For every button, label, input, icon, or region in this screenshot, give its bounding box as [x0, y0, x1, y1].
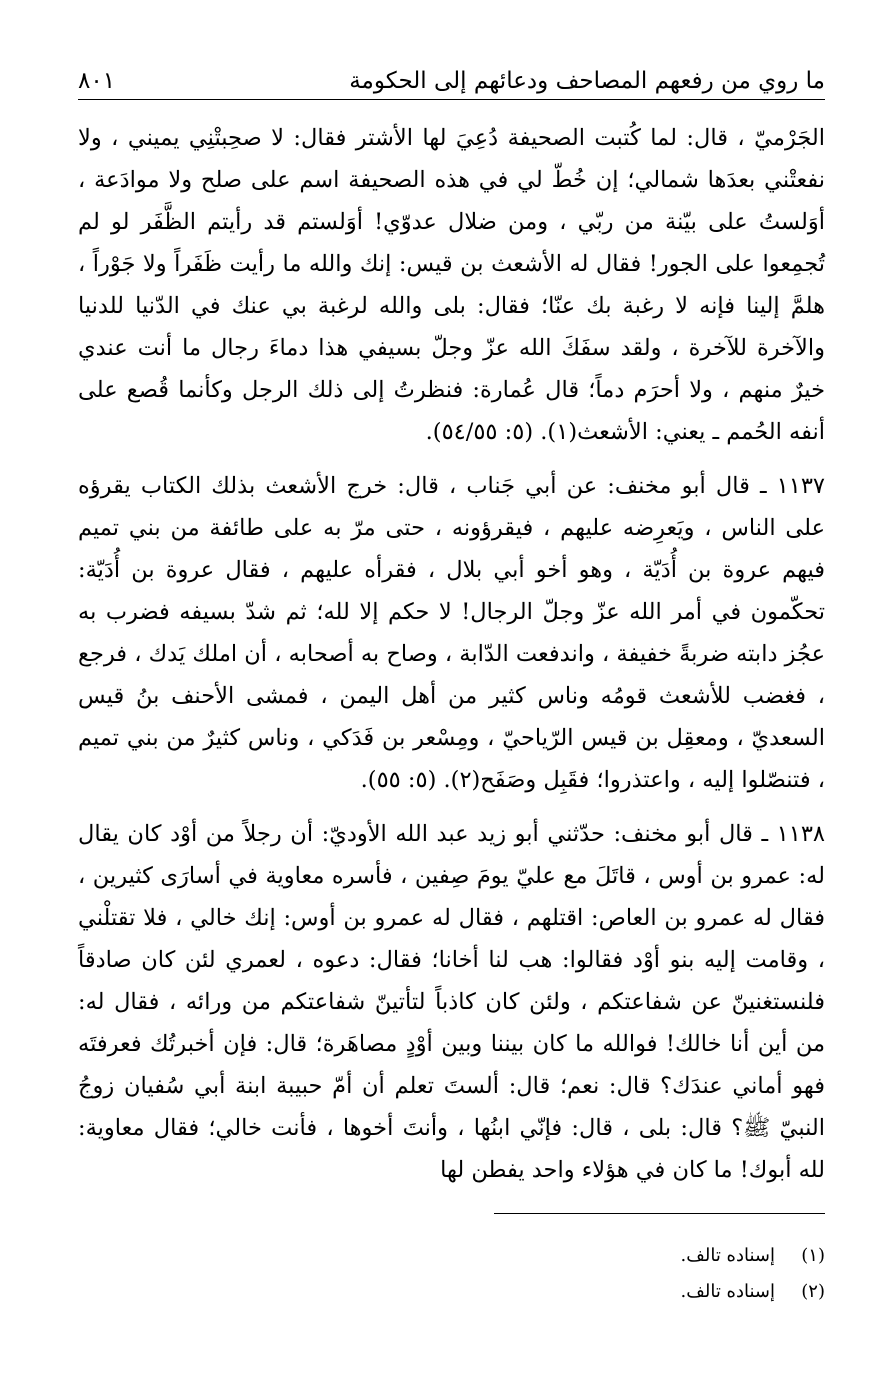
- footnote: [78, 1274, 825, 1310]
- footnote-text: إسناده تالف.: [680, 1245, 775, 1266]
- footnotes: [78, 1238, 825, 1310]
- main-text: [78, 117, 825, 1203]
- footnote: [78, 1238, 825, 1274]
- page-number: ٨٠١: [78, 68, 116, 94]
- paragraph: ١١٣٧ ـ قال أبو مخنف: عن أبي جَناب ، قال: خرج الأشعث بذلك الكتاب يقرؤه على الناس ، ويَعرِضه عليهم ، فيقرؤونه ، حتى مرّ به على طائفة من بني تميم فيهم عروة بن أُدَيّة ، وهو أخو أبي بلال ، فقرأه عليهم ، فقال عروة بن أُدَيّة: تحكّمون في أمر الله عزّ وجلّ الرجال! لا حكم إلا لله؛ ثم شدّ بسيفه فضرب به عجُز دابته ضربةً خفيفة ، واندفعت الدّابة ، وصاح به أصحابه ، أن املك يَدك ، فرجع ، فغضب للأشعث قومُه وناس كثير من أهل اليمن ، فمشى الأحنف بنُ قيس السعديّ ، ومعقِل بن قيس الرّياحيّ ، ومِسْعر بن فَدَكي ، وناس كثيرٌ من بني تميم ، فتنصّلوا إليه ، واعتذروا؛ فقَبِل وصَفَح(٢). (٥: ٥٥).: [78, 473, 825, 793]
- paragraph: الجَرْميّ ، قال: لما كُتبت الصحيفة دُعِيَ لها الأشتر فقال: لا صحِبتْنِي يميني ، ولا نفعتْني بعدَها شمالي؛ إن خُطّ لي في هذه الصحيفة اسم على صلح ولا موادَعة ، أوَلستُ على بيّنة من ربّي ، ومن ضلال عدوّي! أوَلستم قد رأيتم الظَّفَر لو لم تُجمِعوا على الجور! فقال له الأشعث بن قيس: إنك والله ما رأيت ظَفَراً ولا جَوْراً ، هلمَّ إلينا فإنه لا رغبة بك عنّا؛ فقال: بلى والله لرغبة بي عنك في الدّنيا للدنيا والآخرة للآخرة ، ولقد سفَكَ الله عزّ وجلّ بسيفي هذا دماءَ رجال ما أنت عندي خيرٌ منهم ، ولا أحرَم دماً؛ قال عُمارة: فنظرتُ إلى ذلك الرجل وكأنما قُصع على أنفه الحُمم ـ يعني: الأشعث(١). (٥: ٥٤/٥٥).: [78, 125, 825, 445]
- paragraph: ١١٣٨ ـ قال أبو مخنف: حدّثني أبو زيد عبد الله الأوديّ: أن رجلاً من أوْد كان يقال له: عمرو بن أوس ، قاتَلَ مع عليّ يومَ صِفين ، فأسره معاوية في أسارَى كثيرين ، فقال له عمرو بن العاص: اقتلهم ، فقال له عمرو بن أوس: إنك خالي ، فلا تقتلْني ، وقامت إليه بنو أوْد فقالوا: هب لنا أخانا؛ فقال: دعوه ، لعمري لئن كان صادقاً فلنستغنينّ عن شفاعتكم ، ولئن كان كاذباً لتأتينّ شفاعتكم من ورائه ، فقال له: من أين أنا خالك! فوالله ما كان بيننا وبين أوْدٍ مصاهَرة؛ قال: فإن أخبرتُك فعرفتَه فهو أماني عندَك؟ قال: نعم؛ قال: ألستَ تعلم أن أمّ حبيبة ابنة أبي سُفيان زوجُ النبيّ ﷺ؟ قال: بلى ، قال: فإنّي ابنُها ، وأنتَ أخوها ، فأنت خالي؛ فقال معاوية: لله أبوك! ما كان في هؤلاء واحد يفطن لها: [78, 821, 825, 1183]
- running-header: [78, 52, 825, 98]
- footnote-number: (١): [801, 1245, 825, 1266]
- running-title: ما روي من رفعهم المصاحف ودعائهم إلى الحكومة: [349, 68, 825, 94]
- footnote-number: (٢): [801, 1281, 825, 1302]
- header-rule: [78, 99, 825, 100]
- footnote-rule: [494, 1213, 825, 1214]
- footnote-text: إسناده تالف.: [680, 1281, 775, 1302]
